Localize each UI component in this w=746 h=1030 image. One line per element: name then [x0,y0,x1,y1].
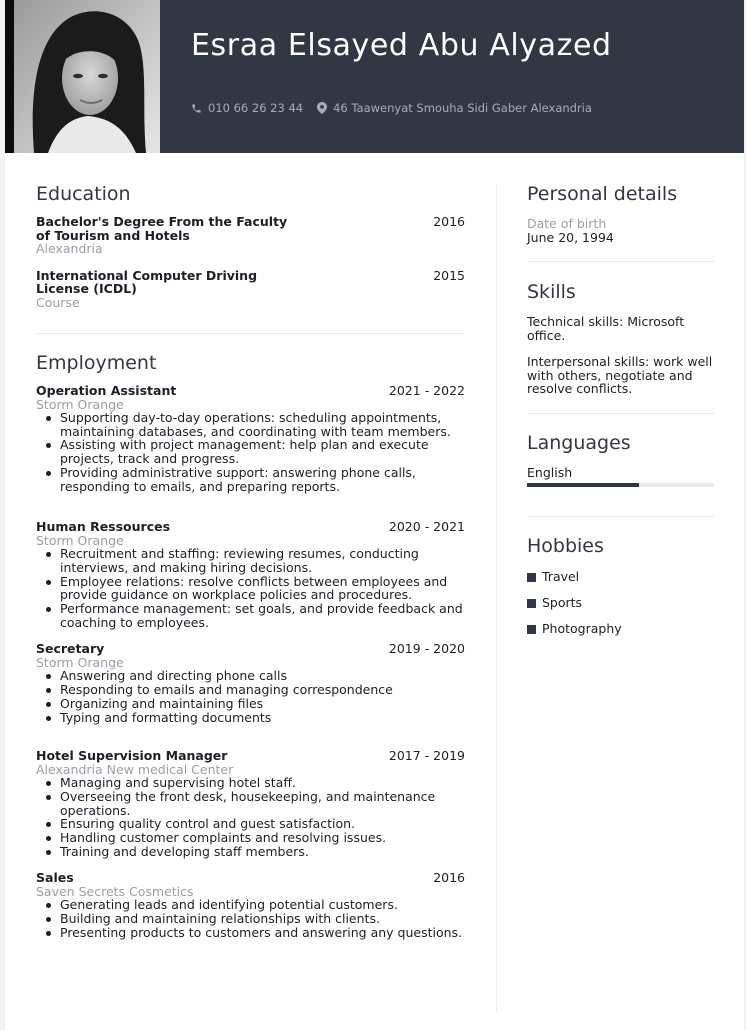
employment-section [36,352,465,940]
duty-item: Managing and supervising hotel staff. [60,776,465,790]
job-title: Sales [36,870,74,886]
education-place: Alexandria [36,241,103,256]
duty-item: Training and developing staff members. [60,845,465,859]
languages-section [527,432,714,518]
job-dates: 2020 - 2021 [388,519,465,535]
hobbies-section [527,535,714,636]
employment-entry [36,384,465,493]
skills-section [527,281,714,414]
job-duties [60,547,465,629]
employer-name: Saven Secrets Cosmetics [36,883,194,899]
square-bullet-icon [527,625,536,634]
employment-entry [36,749,465,858]
job-duties [60,898,465,939]
section-divider [36,333,465,334]
duty-item: Performance management: set goals, and provide feedback and coaching to employees. [60,602,465,629]
degree-title: International Computer Driving License (ICDL) [36,267,258,296]
duty-item: Answering and directing phone calls [60,669,465,683]
employment-entry [36,871,465,939]
contact-phone [191,101,303,115]
dob-value: June 20, 1994 [527,229,614,245]
education-section [36,183,465,334]
employer-name: Storm Orange [36,654,124,670]
duty-item: Recruitment and staffing: reviewing resumes, conducting interviews, and making hiring decisions. [60,547,465,574]
hobby-item [527,570,714,584]
duty-item: Presenting products to customers and answering any questions. [60,926,465,940]
employer-name: Alexandria New medical Center [36,761,234,777]
employer-name: Storm Orange [36,532,124,548]
job-dates: 2019 - 2020 [388,641,465,657]
square-bullet-icon [527,599,536,608]
hobby-label: Travel [542,569,580,584]
education-year: 2015 [433,267,465,283]
duty-item: Handling customer complaints and resolving issues. [60,831,465,845]
main-column [36,183,465,940]
resume-header [5,0,744,153]
employment-heading: Employment [36,352,157,374]
duty-item: Employee relations: resolve conflicts between employees and provide guidance on workplace policies and procedures. [60,575,465,602]
duty-item: Organizing and maintaining files [60,697,465,711]
language-name: English [527,464,573,480]
duty-item: Overseeing the front desk, housekeeping, and maintenance operations. [60,790,465,817]
sidebar-column [527,183,714,636]
duty-item: Responding to emails and managing correspondence [60,683,465,697]
employment-entry [36,642,465,724]
job-title: Secretary [36,641,105,657]
section-divider [527,516,714,517]
personal-details-section [527,183,714,262]
duty-item: Assisting with project management: help plan and execute projects, track and progress. [60,438,465,465]
job-duties [60,776,465,858]
hobbies-heading: Hobbies [527,535,604,557]
job-title: Hotel Supervision Manager [36,748,228,764]
address-text: 46 Taawenyat Smouha Sidi Gaber Alexandria [333,101,592,115]
square-bullet-icon [527,573,536,582]
profile-photo [5,0,160,153]
hobby-item [527,622,714,636]
hobby-label: Photography [542,621,622,636]
hobby-label: Sports [542,595,583,610]
skill-item: Technical skills: Microsoft office. [527,314,685,343]
job-dates: 2021 - 2022 [388,383,465,398]
duty-item: Building and maintaining relationships with clients. [60,912,465,926]
skill-item: Interpersonal skills: work well with others, negotiate and resolve conflicts. [527,354,713,396]
duty-item: Generating leads and identifying potential customers. [60,898,465,912]
duty-item: Ensuring quality control and guest satisfaction. [60,817,465,831]
dob-label: Date of birth [527,216,607,231]
language-level-bar [527,483,714,487]
section-divider [527,413,714,414]
skills-heading: Skills [527,281,576,303]
personal-details-heading: Personal details [527,183,678,205]
duty-item: Providing administrative support: answering phone calls, responding to emails, and preparing reports. [60,466,465,493]
education-heading: Education [36,183,131,205]
education-entry [36,269,465,310]
duty-item: Supporting day-to-day operations: scheduling appointments, maintaining databases, and coordinating with team members. [60,411,465,438]
education-place: Course [36,294,80,310]
job-dates: 2016 [433,870,465,886]
job-title: Operation Assistant [36,383,177,398]
contact-address [317,101,592,115]
job-dates: 2017 - 2019 [388,748,465,764]
column-divider [496,184,497,1012]
hobby-item [527,596,714,610]
degree-title: Bachelor's Degree From the Faculty of Tourism and Hotels [36,214,288,243]
contact-info [191,100,592,116]
language-level-fill [527,483,639,487]
job-title: Human Ressources [36,519,171,535]
portrait-image [14,0,160,153]
phone-number: 010 66 26 23 44 [208,101,304,115]
education-year: 2016 [433,214,465,229]
employer-name: Storm Orange [36,396,124,412]
employment-entry [36,520,465,629]
duty-item: Typing and formatting documents [60,711,465,725]
phone-icon [191,103,202,114]
job-duties [60,669,465,724]
location-pin-icon [317,102,327,114]
candidate-name: Esraa Elsayed Abu Alyazed [191,28,612,63]
languages-heading: Languages [527,431,631,454]
job-duties [60,411,465,493]
section-divider [527,261,714,262]
education-entry [36,215,465,256]
